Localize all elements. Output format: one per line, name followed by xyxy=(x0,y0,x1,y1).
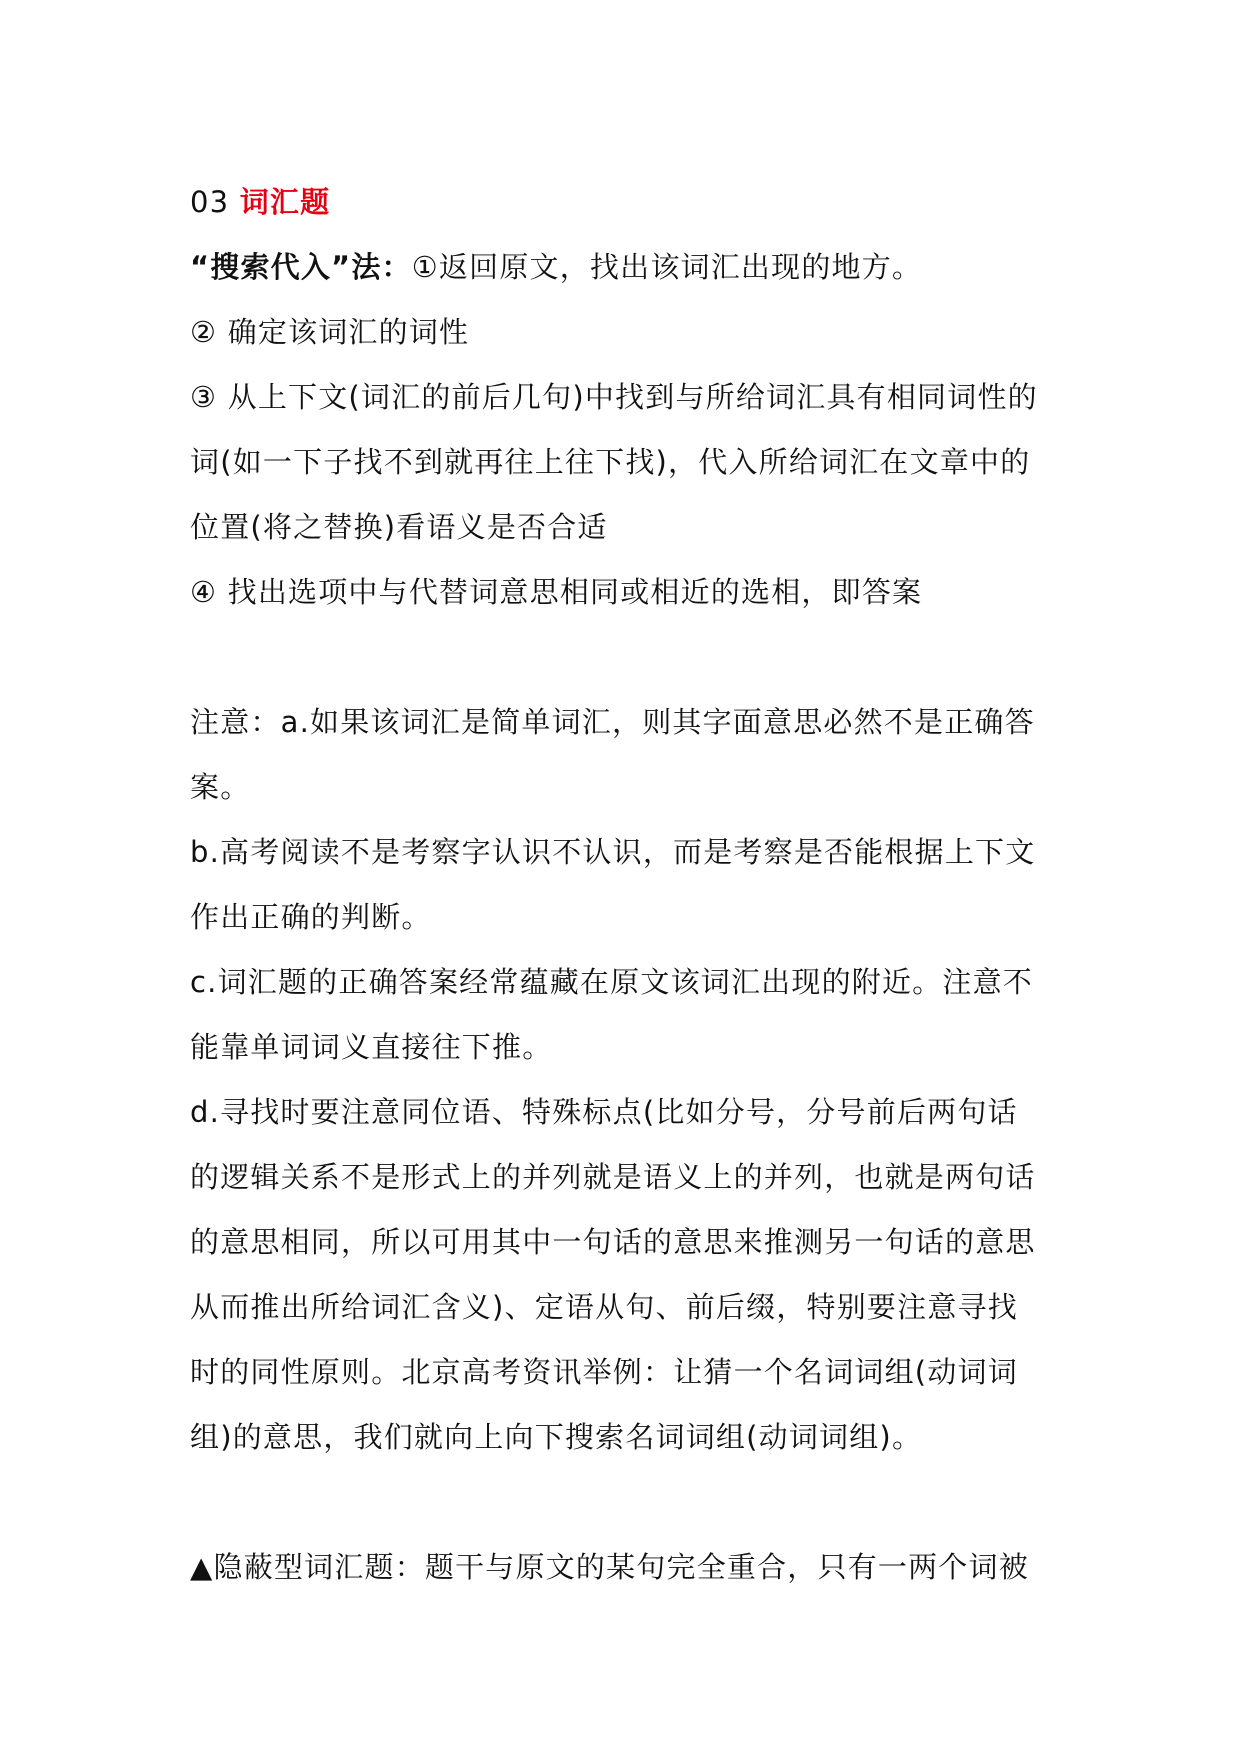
note-d-line: 从而推出所给词汇含义)、定语从句、前后缀，特别要注意寻找 xyxy=(190,1290,1018,1324)
spacer xyxy=(190,625,1060,690)
note-c-line: c.词汇题的正确答案经常蕴藏在原文该词汇出现的附近。注意不 xyxy=(190,965,1033,999)
note-d-line: 的逻辑关系不是形式上的并列就是语义上的并列，也就是两句话 xyxy=(190,1160,1036,1194)
method-step-3-line: 词(如一下子找不到就再往上往下找)，代入所给词汇在文章中的 xyxy=(190,445,1031,479)
note-d-line: 的意思相同，所以可用其中一句话的意思来推测另一句话的意思 xyxy=(190,1225,1036,1259)
note-d-line: 时的同性原则。北京高考资讯举例：让猜一个名词词组(动词词 xyxy=(190,1355,1018,1389)
note-c-line: 能靠单词词义直接往下推。 xyxy=(190,1030,553,1064)
note-a-line: 注意：a.如果该词汇是简单词汇，则其字面意思必然不是正确答 xyxy=(190,705,1035,739)
method-step-2: ② 确定该词汇的词性 xyxy=(190,315,470,349)
note-d-line: d.寻找时要注意同位语、特殊标点(比如分号，分号前后两句话 xyxy=(190,1095,1018,1129)
note-a-line: 案。 xyxy=(190,770,251,804)
section-number: 03 xyxy=(190,185,230,219)
note-b-line: b.高考阅读不是考察字认识不认识，而是考察是否能根据上下文 xyxy=(190,835,1036,869)
spacer xyxy=(190,1470,1060,1535)
method-step-3-line: 位置(将之替换)看语义是否合适 xyxy=(190,510,608,544)
method-step-3-line: ③ 从上下文(词汇的前后几句)中找到与所给词汇具有相同词性的 xyxy=(190,380,1038,414)
note-d-line: 组)的意思，我们就向上向下搜索名词词组(动词词组)。 xyxy=(190,1420,923,1454)
section-title: 词汇题 xyxy=(239,185,331,219)
method-name: “搜索代入”法： xyxy=(190,250,412,284)
method-line xyxy=(190,235,1060,300)
document-body xyxy=(190,170,1060,1600)
method-step-1: ①返回原文，找出该词汇出现的地方。 xyxy=(411,250,923,284)
method-step-4: ④ 找出选项中与代替词意思相同或相近的选相，即答案 xyxy=(190,575,923,609)
note-b-line: 作出正确的判断。 xyxy=(190,900,432,934)
hidden-vocab-line: ▲隐蔽型词汇题：题干与原文的某句完全重合，只有一两个词被 xyxy=(190,1550,1029,1584)
section-heading xyxy=(190,170,1060,235)
